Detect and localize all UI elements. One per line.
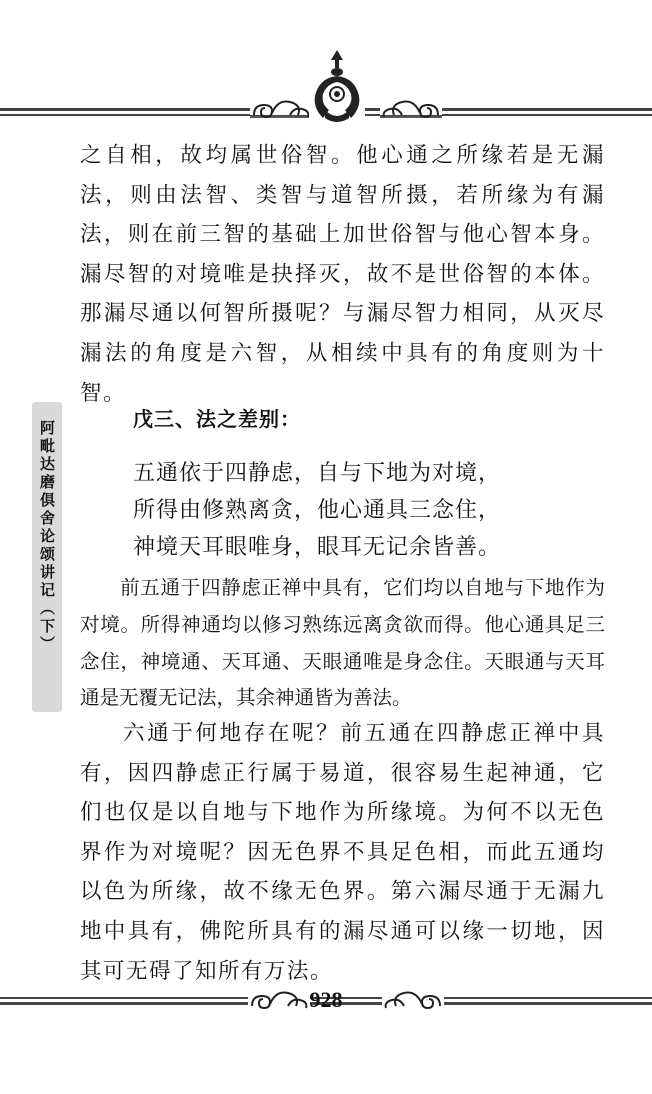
verse-line: 所得由修熟离贪，他心通具三念住， bbox=[133, 498, 502, 523]
commentary-paragraph: 前五通于四静虑正禅中具有，它们均以自地与下地作为对境。所得神通均以修习熟练远离贪欲而得。他心通具足三念住，神境通、天耳通、天眼通唯是身念住。天眼通与天耳通是无覆无记法，其余神通皆为善法。 bbox=[80, 576, 605, 710]
side-tab bbox=[32, 402, 62, 712]
verse-block bbox=[133, 455, 613, 566]
book-title: 阿毗达磨俱舍论颂讲记（下） bbox=[38, 420, 56, 654]
paragraph-2: 六通于何地存在呢？前五通在四静虑正禅中具有，因四静虑正行属于易道，很容易生起神通，它们也仅是以自地与下地作为所缘境。为何不以无色界作为对境呢？因无色界不具足色相，而此五通均以色为所缘，故不缘无色界。第六漏尽通于无漏九地中具有，佛陀所具有的漏尽通可以缘一切地，因其可无碍了知所有万法。 bbox=[80, 721, 605, 984]
page-number: 928 bbox=[309, 987, 343, 1012]
paragraph-1: 之自相，故均属世俗智。他心通之所缘若是无漏法，则由法智、类智与道智所摄，若所缘为有漏法，则在前三智的基础上加世俗智与他心智本身。漏尽智的对境唯是抉择灭，故不是世俗智的本体。那漏尽通以何智所摄呢？与漏尽智力相同，从灭尽漏法的角度是六智，从相续中具有的角度则为十智。 bbox=[80, 143, 605, 406]
vajra-crest-icon bbox=[305, 48, 369, 124]
verse-line: 神境天耳眼唯身，眼耳无记余皆善。 bbox=[133, 535, 502, 560]
verse-line: 五通依于四静虑，自与下地为对境， bbox=[133, 461, 502, 486]
section-heading: 戊三、法之差别： bbox=[133, 407, 301, 431]
cloud-scroll-icon bbox=[380, 93, 442, 123]
cloud-scroll-icon bbox=[250, 93, 312, 123]
